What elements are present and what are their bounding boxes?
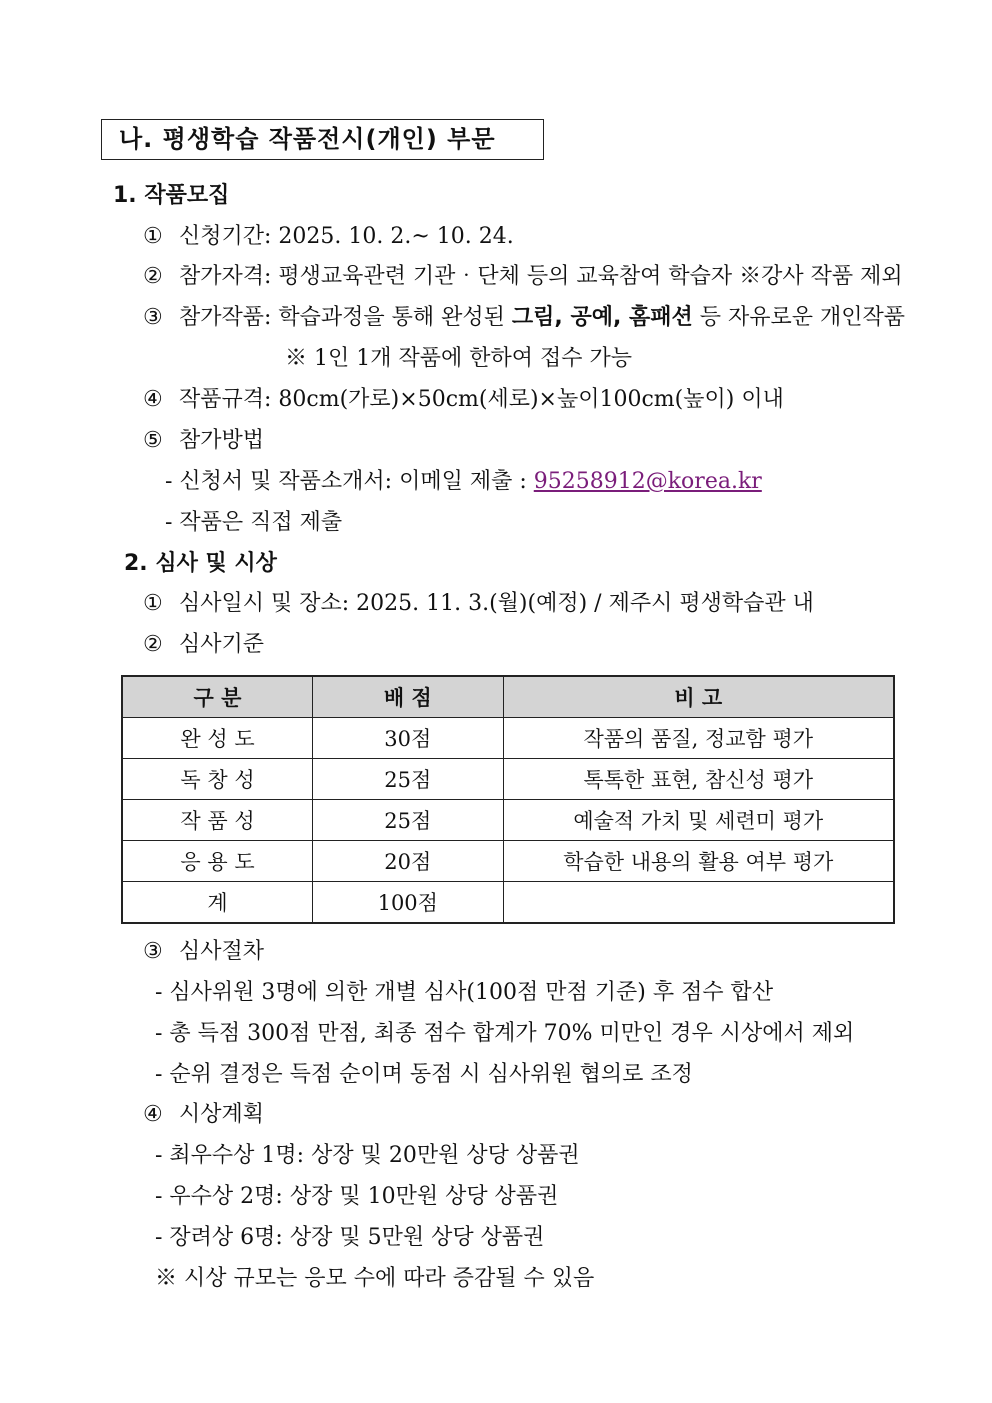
- heading-recruitment: 1. 작품모집: [113, 183, 230, 208]
- method-direct: - 작품은 직접 제출: [165, 510, 343, 535]
- table-row: [122, 718, 894, 759]
- item-review-date: [143, 593, 814, 615]
- item-number: ①: [143, 224, 163, 249]
- procedure-line: - 순위 결정은 득점 순이며 동점 시 심사위원 협의로 조정: [155, 1062, 693, 1087]
- item-text-bold: 그림, 공예, 홈패션: [511, 305, 693, 330]
- item-text-suffix: 등 자유로운 개인작품: [692, 305, 905, 330]
- item-number: ④: [143, 387, 163, 412]
- table-row: [122, 759, 894, 800]
- table-row: [122, 841, 894, 882]
- table-row: [122, 800, 894, 841]
- procedure-line: - 총 득점 300점 만점, 최종 점수 합계가 70% 미만인 경우 시상에서 제외: [155, 1021, 855, 1046]
- award-line: - 우수상 2명: 상장 및 10만원 상당 상품권: [155, 1184, 559, 1209]
- criteria-table: [121, 675, 895, 924]
- table-cell: 톡톡한 표현, 참신성 평가: [503, 759, 894, 800]
- table-cell: 예술적 가치 및 세련미 평가: [503, 800, 894, 841]
- item-specification: [143, 389, 784, 411]
- item-text: 신청기간: 2025. 10. 2.~ 10. 24.: [179, 224, 514, 249]
- item-text: 참가자격: 평생교육관련 기관‧단체 등의 교육참여 학습자 ※강사 작품 제외: [179, 264, 903, 289]
- item-number: ④: [143, 1102, 163, 1127]
- table-cell: 학습한 내용의 활용 여부 평가: [503, 841, 894, 882]
- table-cell: 25점: [313, 800, 504, 841]
- award-line: - 장려상 6명: 상장 및 5만원 상당 상품권: [155, 1225, 545, 1250]
- item-number: ②: [143, 632, 163, 657]
- award-line: - 최우수상 1명: 상장 및 20만원 상당 상품권: [155, 1143, 580, 1168]
- item-procedure: [143, 941, 264, 963]
- section-title: 나. 평생학습 작품전시(개인) 부문: [101, 119, 544, 160]
- item-method: [143, 430, 264, 452]
- heading-review: 2. 심사 및 시상: [124, 551, 277, 576]
- table-cell: 25점: [313, 759, 504, 800]
- table-cell: 응 용 도: [122, 841, 313, 882]
- table-cell: 작품의 품질, 정교함 평가: [503, 718, 894, 759]
- item-awards: [143, 1104, 264, 1126]
- column-header: 배 점: [313, 676, 504, 718]
- item-text: 심사일시 및 장소: 2025. 11. 3.(월)(예정) / 제주시 평생학습관 내: [179, 591, 814, 616]
- table-cell: 계: [122, 882, 313, 924]
- column-header: 구 분: [122, 676, 313, 718]
- table-cell: 20점: [313, 841, 504, 882]
- table-cell: 완 성 도: [122, 718, 313, 759]
- item-eligibility: [143, 266, 903, 288]
- item-text: 심사기준: [179, 632, 265, 657]
- table-row: [122, 882, 894, 924]
- column-header: 비 고: [503, 676, 894, 718]
- entries-note: ※ 1인 1개 작품에 한하여 접수 가능: [285, 346, 632, 371]
- item-text: 작품규격: 80cm(가로)×50cm(세로)×높이100cm(높이) 이내: [179, 387, 784, 412]
- item-criteria: [143, 634, 264, 656]
- procedure-line: - 심사위원 3명에 의한 개별 심사(100점 만점 기준) 후 점수 합산: [155, 980, 774, 1005]
- item-application-period: [143, 226, 514, 248]
- awards-note: ※ 시상 규모는 응모 수에 따라 증감될 수 있음: [155, 1266, 595, 1291]
- method-email-line: [165, 471, 762, 493]
- item-text: 심사절차: [179, 939, 265, 964]
- table-cell: 100점: [313, 882, 504, 924]
- item-number: ③: [143, 305, 163, 330]
- email-link[interactable]: 95258912@korea.kr: [533, 469, 762, 494]
- item-text-prefix: 참가작품: 학습과정을 통해 완성된: [179, 305, 512, 330]
- table-cell: 작 품 성: [122, 800, 313, 841]
- method-email-prefix: - 신청서 및 작품소개서: 이메일 제출 :: [165, 469, 534, 494]
- item-text: 시상계획: [179, 1102, 265, 1127]
- item-number: ⑤: [143, 428, 163, 453]
- table-header-row: [122, 676, 894, 718]
- table-cell: 30점: [313, 718, 504, 759]
- item-number: ①: [143, 591, 163, 616]
- item-entries: [143, 307, 905, 329]
- table-cell: [503, 882, 894, 924]
- table-cell: 독 창 성: [122, 759, 313, 800]
- item-number: ②: [143, 264, 163, 289]
- item-text: 참가방법: [179, 428, 265, 453]
- item-number: ③: [143, 939, 163, 964]
